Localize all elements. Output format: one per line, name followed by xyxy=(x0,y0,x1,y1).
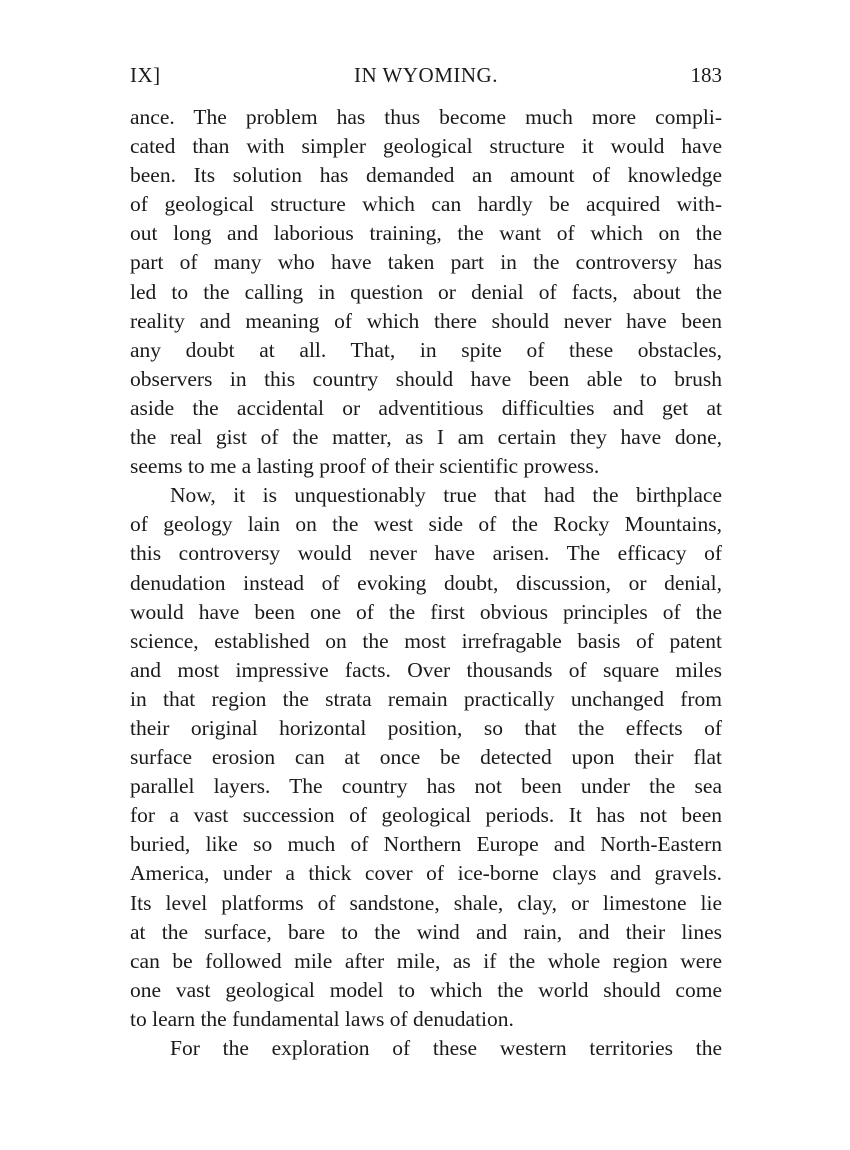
text-line: out long and laborious training, the want of which on the xyxy=(130,221,722,246)
text-line: reality and meaning of which there should never have been xyxy=(130,308,722,333)
running-head xyxy=(130,60,722,90)
text-line: America, under a thick cover of ice-borne clays and gravels. xyxy=(130,861,722,886)
text-line: for a vast succession of geological periods. It has not been xyxy=(130,803,722,828)
chapter-title: IN WYOMING. xyxy=(354,63,498,87)
text-line: this controversy would never have arisen. The efficacy of xyxy=(130,541,722,566)
text-line: and most impressive facts. Over thousands of square miles xyxy=(130,657,722,682)
text-line: aside the accidental or adventitious difficulties and get at xyxy=(130,395,722,420)
text-line: their original horizontal position, so that the effects of xyxy=(130,715,722,740)
text-line: surface erosion can at once be detected upon their flat xyxy=(130,745,722,770)
text-line: ance. The problem has thus become much more compli- xyxy=(130,105,722,129)
text-line: would have been one of the first obvious principles of the xyxy=(130,599,722,624)
text-line: any doubt at all. That, in spite of these obstacles, xyxy=(130,337,722,362)
text-line: one vast geological model to which the world should come xyxy=(130,977,722,1002)
text-line: at the surface, bare to the wind and rain, and their lines xyxy=(130,919,722,944)
text-line: denudation instead of evoking doubt, discussion, or denial, xyxy=(130,570,722,595)
text-line: led to the calling in question or denial of facts, about the xyxy=(130,279,722,304)
text-line: of geology lain on the west side of the Rocky Mountains, xyxy=(130,512,722,537)
text-line: the real gist of the matter, as I am certain they have done, xyxy=(130,425,722,450)
text-line: can be followed mile after mile, as if the whole region were xyxy=(130,948,722,973)
chapter-number: IX] xyxy=(130,63,161,87)
text-line: Now, it is unquestionably true that had the birthplace xyxy=(170,483,722,508)
text-line: in that region the strata remain practically unchanged from xyxy=(130,686,722,711)
text-line: part of many who have taken part in the controversy has xyxy=(130,250,722,275)
page-number: 183 xyxy=(690,63,722,87)
text-line: of geological structure which can hardly be acquired with- xyxy=(130,192,722,217)
text-line: science, established on the most irrefragable basis of patent xyxy=(130,628,722,653)
text-line: cated than with simpler geological structure it would have xyxy=(130,134,722,159)
text-line: seems to me a lasting proof of their scientific prowess. xyxy=(130,454,600,479)
text-line: observers in this country should have been able to brush xyxy=(130,366,722,391)
text-line: buried, like so much of Northern Europe and North-Eastern xyxy=(130,832,722,857)
text-line: parallel layers. The country has not been under the sea xyxy=(130,774,722,799)
text-line: to learn the fundamental laws of denudation. xyxy=(130,1006,514,1031)
body-text xyxy=(130,103,722,1063)
text-line: Its level platforms of sandstone, shale, clay, or limestone lie xyxy=(130,890,722,915)
text-line: been. Its solution has demanded an amount of knowledge xyxy=(130,163,722,188)
text-line: For the exploration of these western territories the xyxy=(170,1036,722,1060)
